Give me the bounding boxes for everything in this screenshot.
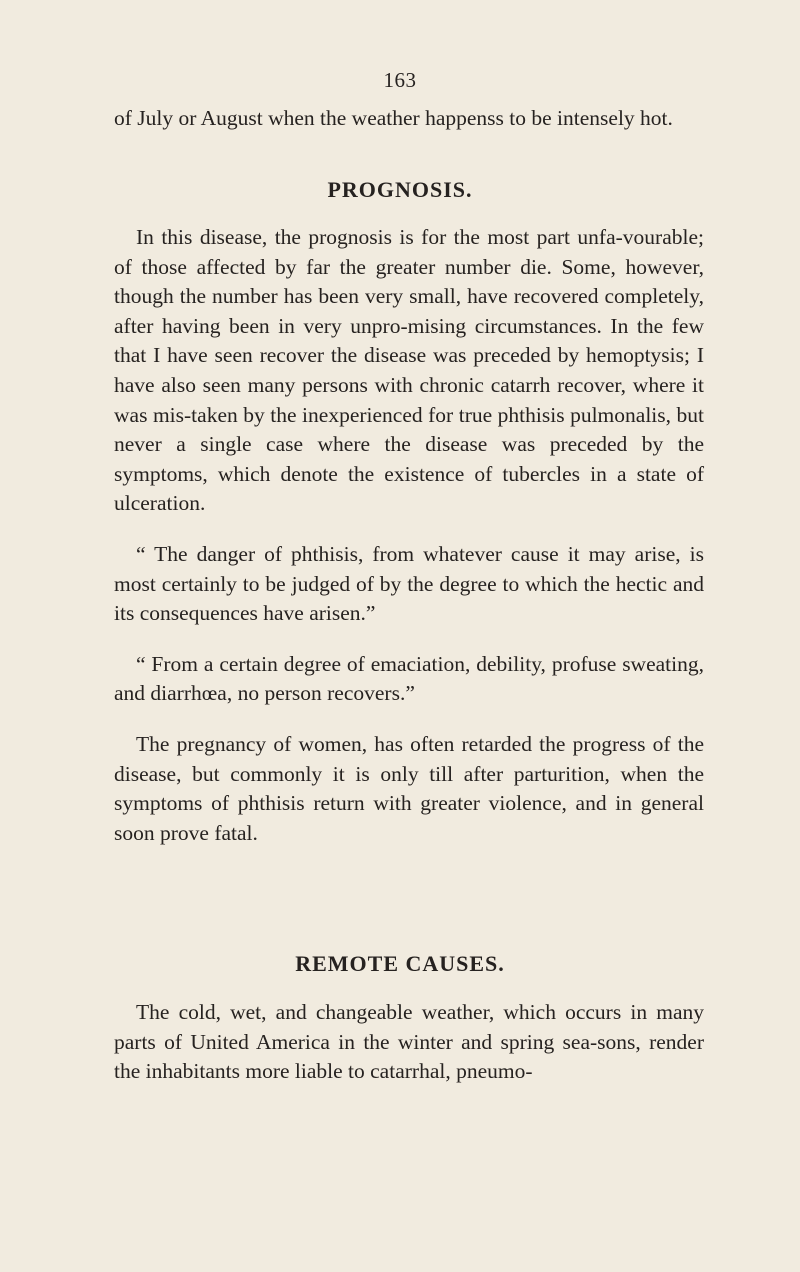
section-heading-remote-causes: REMOTE CAUSES. (295, 951, 505, 976)
page-number: 163 (383, 68, 417, 92)
remote-causes-paragraph-1: The cold, wet, and changeable weather, which occurs in many parts of United America in the winter and spring sea-sons, render the inhabitants more liable to catarrhal, pneumo- (114, 1000, 704, 1084)
prognosis-paragraph-4: The pregnancy of women, has often retarded the progress of the disease, but commonly it is only till after parturition, when the symptoms of phthisis return with greater violence, and in general soon prove fatal. (114, 731, 704, 845)
continuation-text-block (114, 104, 704, 134)
section-heading-prognosis: PROGNOSIS. (327, 177, 473, 202)
remote-causes-text-block (114, 998, 704, 1087)
prognosis-text-block (114, 223, 704, 848)
prognosis-paragraph-2: “ The danger of phthisis, from whatever cause it may arise, is most certainly to be judged of by the degree to which the hectic and its consequences have arisen.” (114, 541, 704, 626)
continuation-paragraph: of July or August when the weather happenss to be intensely hot. (114, 106, 673, 130)
prognosis-paragraph-1: In this disease, the prognosis is for the most part unfa-vourable; of those affected by far the greater number die. Some, however, though the number has been very small, have recovered completely, after having been in very unpro-mising circumstances. In the few that I have seen recover the disease was preceded by hemoptysis; I have also seen many persons with chronic catarrh recover, where it was mis-taken by the inexperienced for true phthisis pulmonalis, but never a single case where the disease was preceded by the symptoms, which denote the existence of tubercles in a state of ulceration. (114, 225, 704, 516)
prognosis-paragraph-3: “ From a certain degree of emaciation, debility, profuse sweating, and diarrhœa, no person recovers.” (114, 651, 704, 706)
